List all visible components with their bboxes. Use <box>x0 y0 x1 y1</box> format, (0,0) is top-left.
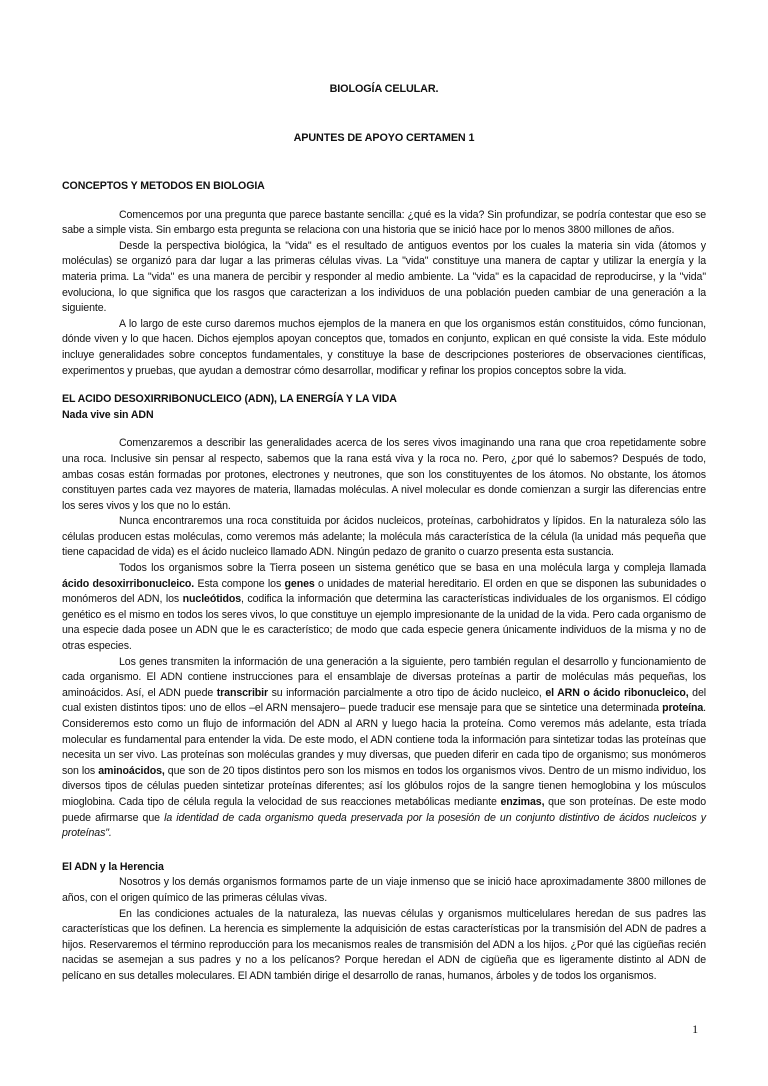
section-heading-herencia: El ADN y la Herencia <box>62 860 164 873</box>
paragraph: Comenzaremos a describir las generalidades acerca de los seres vivos imaginando una rana que croa repetidamente sobre una roca. Inclusive sin pensar al respecto, sabemos que la rana está viva y la roca no. Pero, ¿por qué lo sabemos? Después de todo, ambas cosas están formadas por protones, electrones y neutrones, que son los constituyentes de los átomos. No obstante, los átomos constituyen partes cada vez mayores de materia, llamadas moléculas. A nivel molecular es donde comienzan a surgir las diferencias entre los seres vivos y los que no lo están. <box>62 437 706 512</box>
paragraph: Comencemos por una pregunta que parece bastante sencilla: ¿qué es la vida? Sin profundizar, se podría contestar que eso se sabe a simple vista. Sin embargo esta pregunta se relaciona con una historia que se inició hace por lo menos 3800 millones de años. <box>62 208 706 237</box>
document-subtitle: APUNTES DE APOYO CERTAMEN 1 <box>293 132 475 144</box>
section-heading-adn: EL ACIDO DESOXIRRIBONUCLEICO (ADN), LA ENERGÍA Y LA VIDA <box>62 393 397 406</box>
paragraph: En las condiciones actuales de la naturaleza, las nuevas células y organismos multicelulares heredan de sus padres las características que los definen. La herencia es simplemente la adquisición de estas características por la transmisión del ADN de padres a hijos. Reservaremos el término reproducción para los mecanismos reales de transmisión del ADN a los hijos. ¿Por qué las cigüeñas recién nacidas se asemejan a sus padres y no a los pelícanos? Porque heredan el ADN de cigüeña que es ligeramente distinto al ADN de pelícano en sus detalles moleculares. El ADN también dirige el desarrollo de ranas, humanos, árboles y de todos los organismos. <box>62 907 706 982</box>
paragraph: A lo largo de este curso daremos muchos ejemplos de la manera en que los organismos están constituidos, cómo funcionan, dónde viven y lo que hacen. Dichos ejemplos apoyan conceptos que, tomados en conjunto, explican en qué consiste la vida. Este módulo incluye generalidades sobre conceptos fundamentales, y constituye la base de descripciones posteriores de observaciones científicas, experimentos y pruebas, que ayudan a demostrar cómo desarrollar, modificar y refinar los propios conceptos sobre la vida. <box>62 317 706 377</box>
paragraph: Desde la perspectiva biológica, la "vida" es el resultado de antiguos eventos por los cuales la materia sin vida (átomos y moléculas) se organizó para dar lugar a las primeras células vivas. La "vida" constituye una manera de captar y utilizar la energía y la materia prima. La "vida" es una manera de percibir y responder al medio ambiente. La "vida" es la capacidad de reproducirse, y la "vida" evoluciona, lo que significa que los rasgos que caracterizan a los individuos de una población pueden cambiar de una generación a la siguiente. <box>62 239 706 315</box>
section-subheading-nada-vive: Nada vive sin ADN <box>62 408 154 421</box>
paragraph: Nunca encontraremos una roca constituida por ácidos nucleicos, proteínas, carbohidratos y lípidos. En la naturaleza sólo las células producen estas moléculas, como veremos más adelante; la molécula más característica de la célula (la unidad más pequeña que tiene capacidad de vida) es el ácido nucleico llamado ADN. Ningún pedazo de granito o cuarzo presenta esta sustancia. <box>62 515 706 559</box>
page-number: 1 <box>692 1022 698 1036</box>
paragraph: Los genes transmiten la información de una generación a la siguiente, pero también regulan el desarrollo y funcionamiento de cada organismo. El ADN contiene instrucciones para el ensamblaje de diversas proteínas a partir de moléculas más pequeñas, los aminoácidos. Así, el ADN puede transcribir su información parcialmente a otro tipo de ácido nucleico, el ARN o ácido ribonucleico, del cual existen distintos tipos: uno de ellos –el ARN mensajero– puede traducir ese mensaje para que se sintetice una determinada proteína. Consideremos esto como un flujo de información del ADN al ARN y luego hacia la proteína. Como veremos más adelante, esta tríada molecular es fundamental para entender la vida. De este modo, el ADN contiene toda la información para sintetizar todas las proteínas que necesita un ser vivo. Las proteínas son moléculas grandes y muy diversas, que pueden diferir en cada tipo de organismo; sus monómeros son los aminoácidos, que son de 20 tipos distintos pero son los mismos en todos los organismos vivos. Dentro de un mismo individuo, los diversos tipos de células pueden sintetizar proteínas diferentes; así los glóbulos rojos de la sangre tienen hemoglobina y los músculos mioglobina. Cada tipo de célula regula la velocidad de sus reacciones metabólicas mediante enzimas, que son proteínas. De este modo puede afirmarse que la identidad de cada organismo queda preservada por la posesión de un conjunto distintivo de ácidos nucleicos y proteínas". <box>62 655 706 840</box>
document-title: BIOLOGÍA CELULAR. <box>329 83 439 95</box>
paragraph: Todos los organismos sobre la Tierra poseen un sistema genético que se basa en una molécula larga y compleja llamada ácido desoxirribonucleico. Esta compone los genes o unidades de material hereditario. El orden en que se disponen las subunidades o monómeros del ADN, los nucleótidos, codifica la información que determina las características individuales de los organismos. El código genético es el mismo en todos los seres vivos, lo que constituye un ejemplo impresionante de la unidad de la vida. Pero cada organismo de una especie dada posee un ADN que le es característico; de modo que cada especie genera únicamente individuos de la misma y no de otras especies. <box>62 562 707 653</box>
section-heading-conceptos: CONCEPTOS Y METODOS EN BIOLOGIA <box>62 180 265 192</box>
paragraph: Nosotros y los demás organismos formamos parte de un viaje inmenso que se inició hace aproximadamente 3800 millones de años, con el origen químico de las primeras células vivas. <box>62 876 706 904</box>
document-body <box>62 179 706 985</box>
